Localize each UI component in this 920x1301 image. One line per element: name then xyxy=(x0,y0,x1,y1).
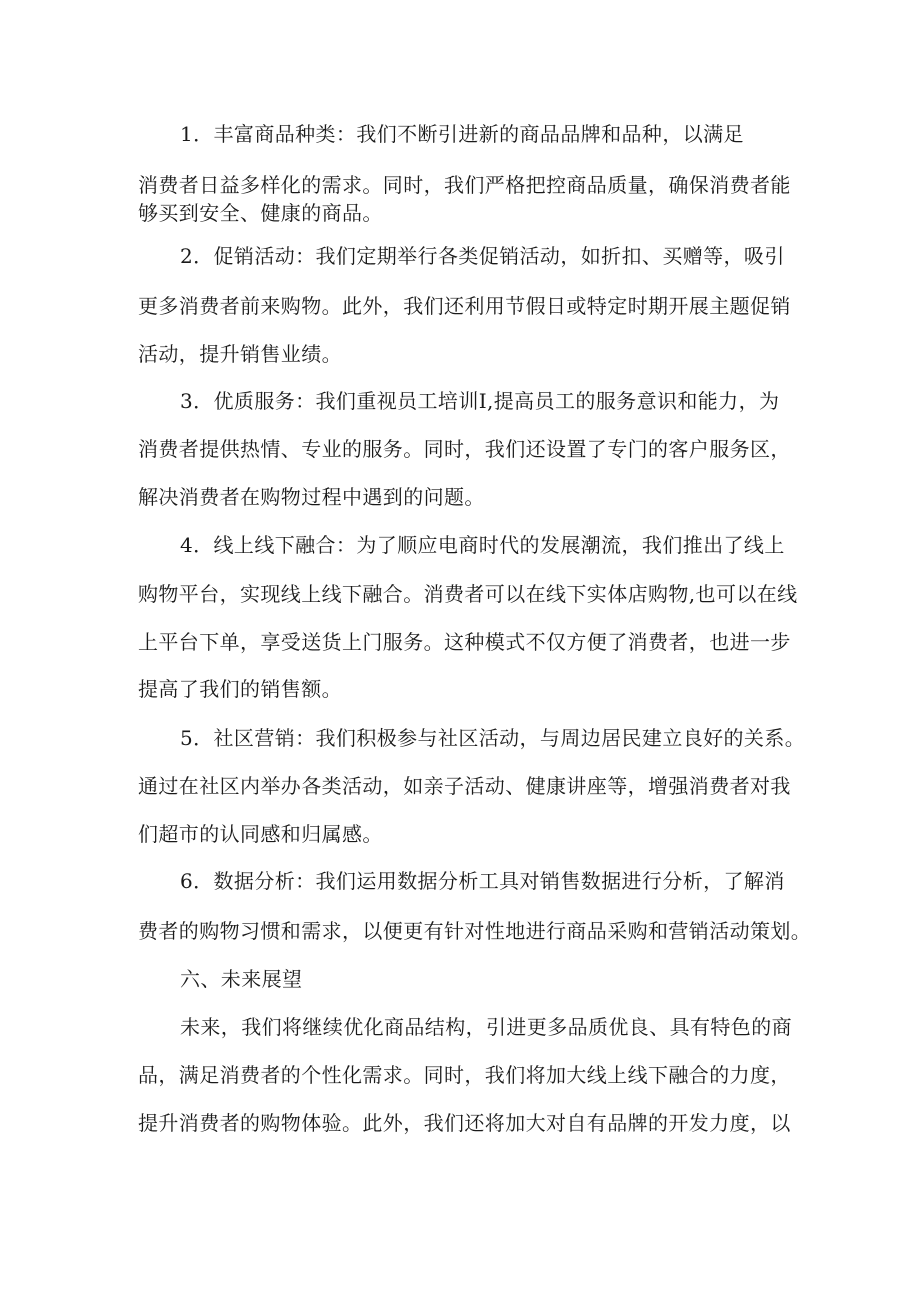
paragraph-4-line-4: 提高了我们的销售额。 xyxy=(138,677,342,701)
paragraph-2-line-1: 2．促销活动：我们定期举行各类促销活动，如折扣、买赠等，吸引 xyxy=(180,244,785,268)
paragraph-6-line-2: 费者的购物习惯和需求，以便更有针对性地进行商品采购和营销活动策划。 xyxy=(138,919,812,943)
paragraph-3-line-3: 解决消费者在购物过程中遇到的问题。 xyxy=(138,485,485,509)
paragraph-3-line-2: 消费者提供热情、专业的服务。同时，我们还设置了专门的客户服务区， xyxy=(138,437,791,461)
section-heading: 六、未来展望 xyxy=(180,967,303,991)
paragraph-7-line-3: 提升消费者的购物体验。此外，我们还将加大对自有品牌的开发力度，以 xyxy=(138,1111,791,1135)
paragraph-2-line-2: 更多消费者前来购物。此外，我们还利用节假日或特定时期开展主题促销 xyxy=(138,294,791,318)
paragraph-2-line-3: 活动，提升销售业绩。 xyxy=(138,342,342,366)
paragraph-4-line-1: 4．线上线下融合：为了顺应电商时代的发展潮流，我们推出了线上 xyxy=(180,533,785,557)
paragraph-6-line-1: 6．数据分析：我们运用数据分析工具对销售数据进行分析，了解消 xyxy=(180,869,785,893)
paragraph-4-line-3: 上平台下单，享受送货上门服务。这种模式不仅方便了消费者，也进一步 xyxy=(138,630,791,654)
paragraph-7-line-2: 品，满足消费者的个性化需求。同时，我们将加大线上线下融合的力度， xyxy=(138,1063,791,1087)
paragraph-4-line-2: 购物平台，实现线上线下融合。消费者可以在线下实体店购物,也可以在线 xyxy=(138,582,798,606)
paragraph-5-line-2: 通过在社区内举办各类活动，如亲子活动、健康讲座等，增强消费者对我 xyxy=(138,774,791,798)
paragraph-7-line-1: 未来，我们将继续优化商品结构，引进更多品质优良、具有特色的商 xyxy=(180,1015,792,1039)
paragraph-3-line-1: 3．优质服务：我们重视员工培训Ⅰ,提高员工的服务意识和能力，为 xyxy=(180,389,780,413)
paragraph-1-line-1: 1．丰富商品种类：我们不断引进新的商品品牌和品种，以满足 xyxy=(180,122,744,146)
paragraph-1-line-3: 够买到安全、健康的商品。 xyxy=(138,201,383,225)
paragraph-5-line-1: 5．社区营销：我们积极参与社区活动，与周边居民建立良好的关系。 xyxy=(180,726,806,750)
paragraph-1-line-2: 消费者日益多样化的需求。同时，我们严格把控商品质量，确保消费者能 xyxy=(138,173,791,197)
paragraph-5-line-3: 们超市的认同感和归属感。 xyxy=(138,822,383,846)
